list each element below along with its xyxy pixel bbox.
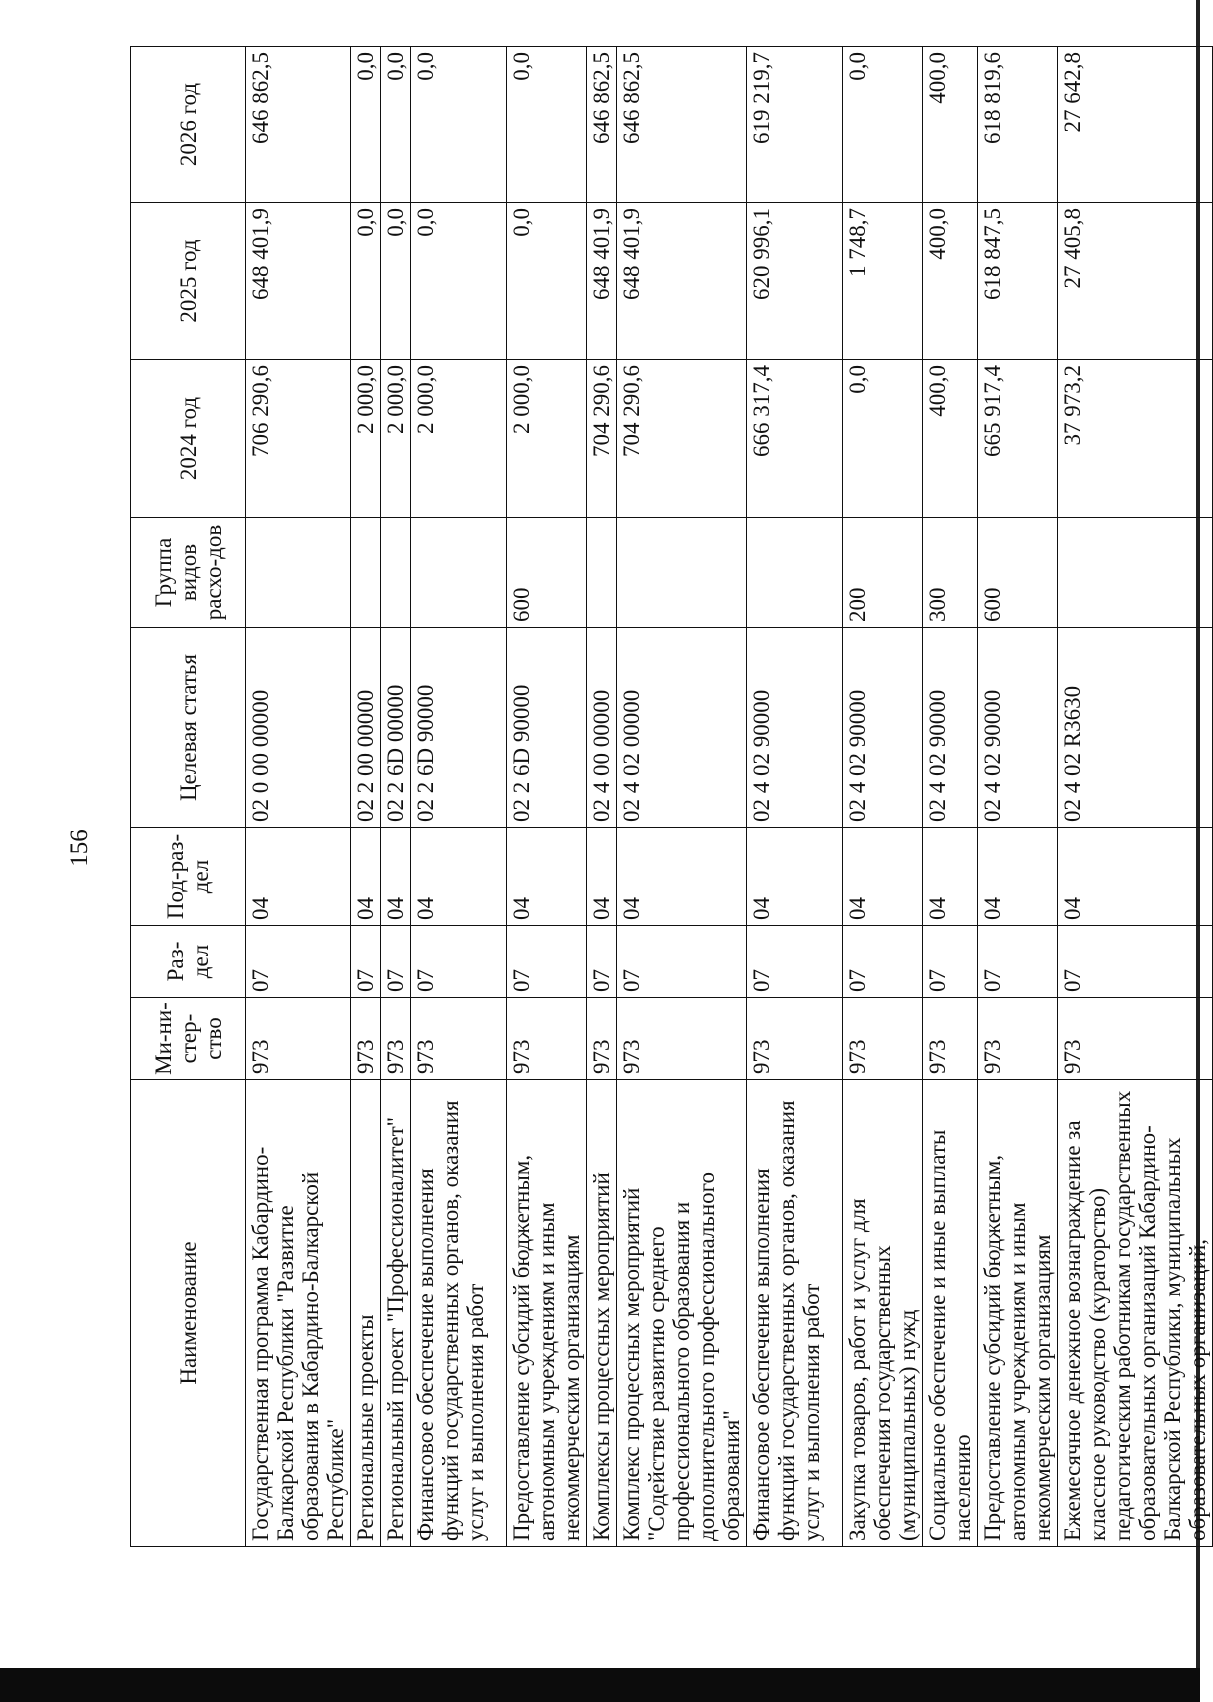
cell-ministry: 973 <box>617 998 747 1080</box>
cell-2026: 0,0 <box>351 47 381 203</box>
cell-section: 07 <box>617 926 747 998</box>
table-row <box>246 47 351 1547</box>
cell-target: 02 2 6D 00000 <box>381 628 411 828</box>
cell-2024: 2 000,0 <box>381 360 411 518</box>
cell-name: Предоставление субсидий бюджетным, автономным учреждениям и иным некоммерческим организациям <box>978 1080 1058 1547</box>
header-target: Целевая статья <box>131 628 246 828</box>
cell-section: 07 <box>507 926 587 998</box>
cell-section: 07 <box>351 926 381 998</box>
cell-section: 07 <box>1058 926 1213 998</box>
cell-2025: 648 401,9 <box>246 203 351 360</box>
cell-ministry: 973 <box>351 998 381 1080</box>
cell-2025: 648 401,9 <box>587 203 617 360</box>
cell-target: 02 2 00 00000 <box>351 628 381 828</box>
table-row <box>507 47 587 1547</box>
cell-subsection: 04 <box>978 828 1058 926</box>
cell-2024: 2 000,0 <box>411 360 507 518</box>
cell-target: 02 4 02 00000 <box>617 628 747 828</box>
cell-2026: 646 862,5 <box>617 47 747 203</box>
header-name: Наименование <box>131 1080 246 1547</box>
cell-2026: 0,0 <box>411 47 507 203</box>
cell-subsection: 04 <box>617 828 747 926</box>
cell-2025: 0,0 <box>381 203 411 360</box>
cell-2025: 648 401,9 <box>617 203 747 360</box>
cell-target: 02 2 6D 90000 <box>411 628 507 828</box>
budget-table <box>130 46 1213 1547</box>
cell-2024: 665 917,4 <box>978 360 1058 518</box>
cell-target: 02 4 02 R3630 <box>1058 628 1213 828</box>
cell-name: Комплекс процессных мероприятий "Содействие развитию среднего профессионального образования и дополнительного профессионального образования" <box>617 1080 747 1547</box>
cell-group <box>411 518 507 628</box>
header-group: Группа видов расхо-дов <box>131 518 246 628</box>
cell-name: Финансовое обеспечение выполнения функций государственных органов, оказания услуг и выполнения работ <box>747 1080 843 1547</box>
header-2026: 2026 год <box>131 47 246 203</box>
table-row <box>978 47 1058 1547</box>
scan-bottom-bar <box>0 1668 1200 1702</box>
cell-group <box>246 518 351 628</box>
cell-target: 02 4 02 90000 <box>923 628 978 828</box>
cell-ministry: 973 <box>747 998 843 1080</box>
cell-2026: 400,0 <box>923 47 978 203</box>
table-row <box>381 47 411 1547</box>
cell-group <box>747 518 843 628</box>
cell-2025: 618 847,5 <box>978 203 1058 360</box>
cell-group: 300 <box>923 518 978 628</box>
cell-name: Комплексы процессных мероприятий <box>587 1080 617 1547</box>
cell-target: 02 0 00 00000 <box>246 628 351 828</box>
cell-section: 07 <box>246 926 351 998</box>
cell-2024: 400,0 <box>923 360 978 518</box>
cell-subsection: 04 <box>381 828 411 926</box>
cell-2024: 0,0 <box>843 360 923 518</box>
cell-target: 02 4 02 90000 <box>747 628 843 828</box>
header-row <box>131 47 246 1547</box>
cell-group: 600 <box>978 518 1058 628</box>
cell-group <box>587 518 617 628</box>
cell-group <box>381 518 411 628</box>
cell-2024: 706 290,6 <box>246 360 351 518</box>
cell-group <box>617 518 747 628</box>
table-row <box>843 47 923 1547</box>
cell-subsection: 04 <box>747 828 843 926</box>
cell-2026: 0,0 <box>507 47 587 203</box>
cell-ministry: 973 <box>246 998 351 1080</box>
cell-section: 07 <box>747 926 843 998</box>
cell-name: Государственная программа Кабардино-Балкарской Республики "Развитие образования в Кабардино-Балкарской Республике" <box>246 1080 351 1547</box>
cell-2024: 666 317,4 <box>747 360 843 518</box>
cell-ministry: 973 <box>843 998 923 1080</box>
cell-group <box>351 518 381 628</box>
cell-2025: 620 996,1 <box>747 203 843 360</box>
cell-section: 07 <box>587 926 617 998</box>
cell-2025: 0,0 <box>351 203 381 360</box>
cell-ministry: 973 <box>381 998 411 1080</box>
cell-ministry: 973 <box>1058 998 1213 1080</box>
cell-2026: 646 862,5 <box>587 47 617 203</box>
cell-section: 07 <box>923 926 978 998</box>
header-2025: 2025 год <box>131 203 246 360</box>
cell-name: Предоставление субсидий бюджетным, автономным учреждениям и иным некоммерческим организациям <box>507 1080 587 1547</box>
cell-subsection: 04 <box>507 828 587 926</box>
cell-2025: 1 748,7 <box>843 203 923 360</box>
cell-section: 07 <box>843 926 923 998</box>
cell-subsection: 04 <box>587 828 617 926</box>
cell-group <box>1058 518 1213 628</box>
cell-subsection: 04 <box>351 828 381 926</box>
cell-name: Финансовое обеспечение выполнения функций государственных органов, оказания услуг и выполнения работ <box>411 1080 507 1547</box>
cell-2026: 619 219,7 <box>747 47 843 203</box>
cell-2024: 37 973,2 <box>1058 360 1213 518</box>
cell-group: 200 <box>843 518 923 628</box>
table-row <box>351 47 381 1547</box>
cell-subsection: 04 <box>411 828 507 926</box>
cell-target: 02 4 02 90000 <box>978 628 1058 828</box>
cell-ministry: 973 <box>507 998 587 1080</box>
table-row <box>923 47 978 1547</box>
table-row <box>587 47 617 1547</box>
cell-subsection: 04 <box>923 828 978 926</box>
cell-group: 600 <box>507 518 587 628</box>
cell-2026: 618 819,6 <box>978 47 1058 203</box>
cell-2026: 646 862,5 <box>246 47 351 203</box>
cell-2024: 704 290,6 <box>587 360 617 518</box>
table-row <box>1058 47 1213 1547</box>
table-row <box>617 47 747 1547</box>
cell-name: Региональный проект "Профессионалитет" <box>381 1080 411 1547</box>
cell-ministry: 973 <box>978 998 1058 1080</box>
table-row <box>411 47 507 1547</box>
cell-2024: 2 000,0 <box>507 360 587 518</box>
cell-2025: 0,0 <box>411 203 507 360</box>
cell-name: Ежемесячное денежное вознаграждение за классное руководство (кураторство) педагогическим работникам государственных образовательных организаций Кабардино-Балкарской Республики, муниципальных образовательных организаций, <box>1058 1080 1213 1547</box>
cell-section: 07 <box>978 926 1058 998</box>
cell-2026: 27 642,8 <box>1058 47 1213 203</box>
cell-subsection: 04 <box>246 828 351 926</box>
cell-target: 02 4 02 90000 <box>843 628 923 828</box>
cell-target: 02 2 6D 90000 <box>507 628 587 828</box>
budget-table-rotated <box>130 47 1210 1547</box>
header-ministry: Ми-ни-стер-ство <box>131 998 246 1080</box>
cell-2024: 704 290,6 <box>617 360 747 518</box>
cell-name: Региональные проекты <box>351 1080 381 1547</box>
table-row <box>747 47 843 1547</box>
cell-ministry: 973 <box>587 998 617 1080</box>
cell-2025: 27 405,8 <box>1058 203 1213 360</box>
cell-name: Социальное обеспечение и иные выплаты населению <box>923 1080 978 1547</box>
header-section: Раз-дел <box>131 926 246 998</box>
page-number: 156 <box>66 829 93 867</box>
header-subsection: Под-раз-дел <box>131 828 246 926</box>
cell-2026: 0,0 <box>843 47 923 203</box>
cell-2025: 400,0 <box>923 203 978 360</box>
cell-name: Закупка товаров, работ и услуг для обеспечения государственных (муниципальных) нужд <box>843 1080 923 1547</box>
cell-ministry: 973 <box>411 998 507 1080</box>
cell-section: 07 <box>411 926 507 998</box>
cell-target: 02 4 00 00000 <box>587 628 617 828</box>
cell-subsection: 04 <box>843 828 923 926</box>
cell-2026: 0,0 <box>381 47 411 203</box>
cell-subsection: 04 <box>1058 828 1213 926</box>
cell-section: 07 <box>381 926 411 998</box>
cell-2025: 0,0 <box>507 203 587 360</box>
cell-ministry: 973 <box>923 998 978 1080</box>
header-2024: 2024 год <box>131 360 246 518</box>
cell-2024: 2 000,0 <box>351 360 381 518</box>
